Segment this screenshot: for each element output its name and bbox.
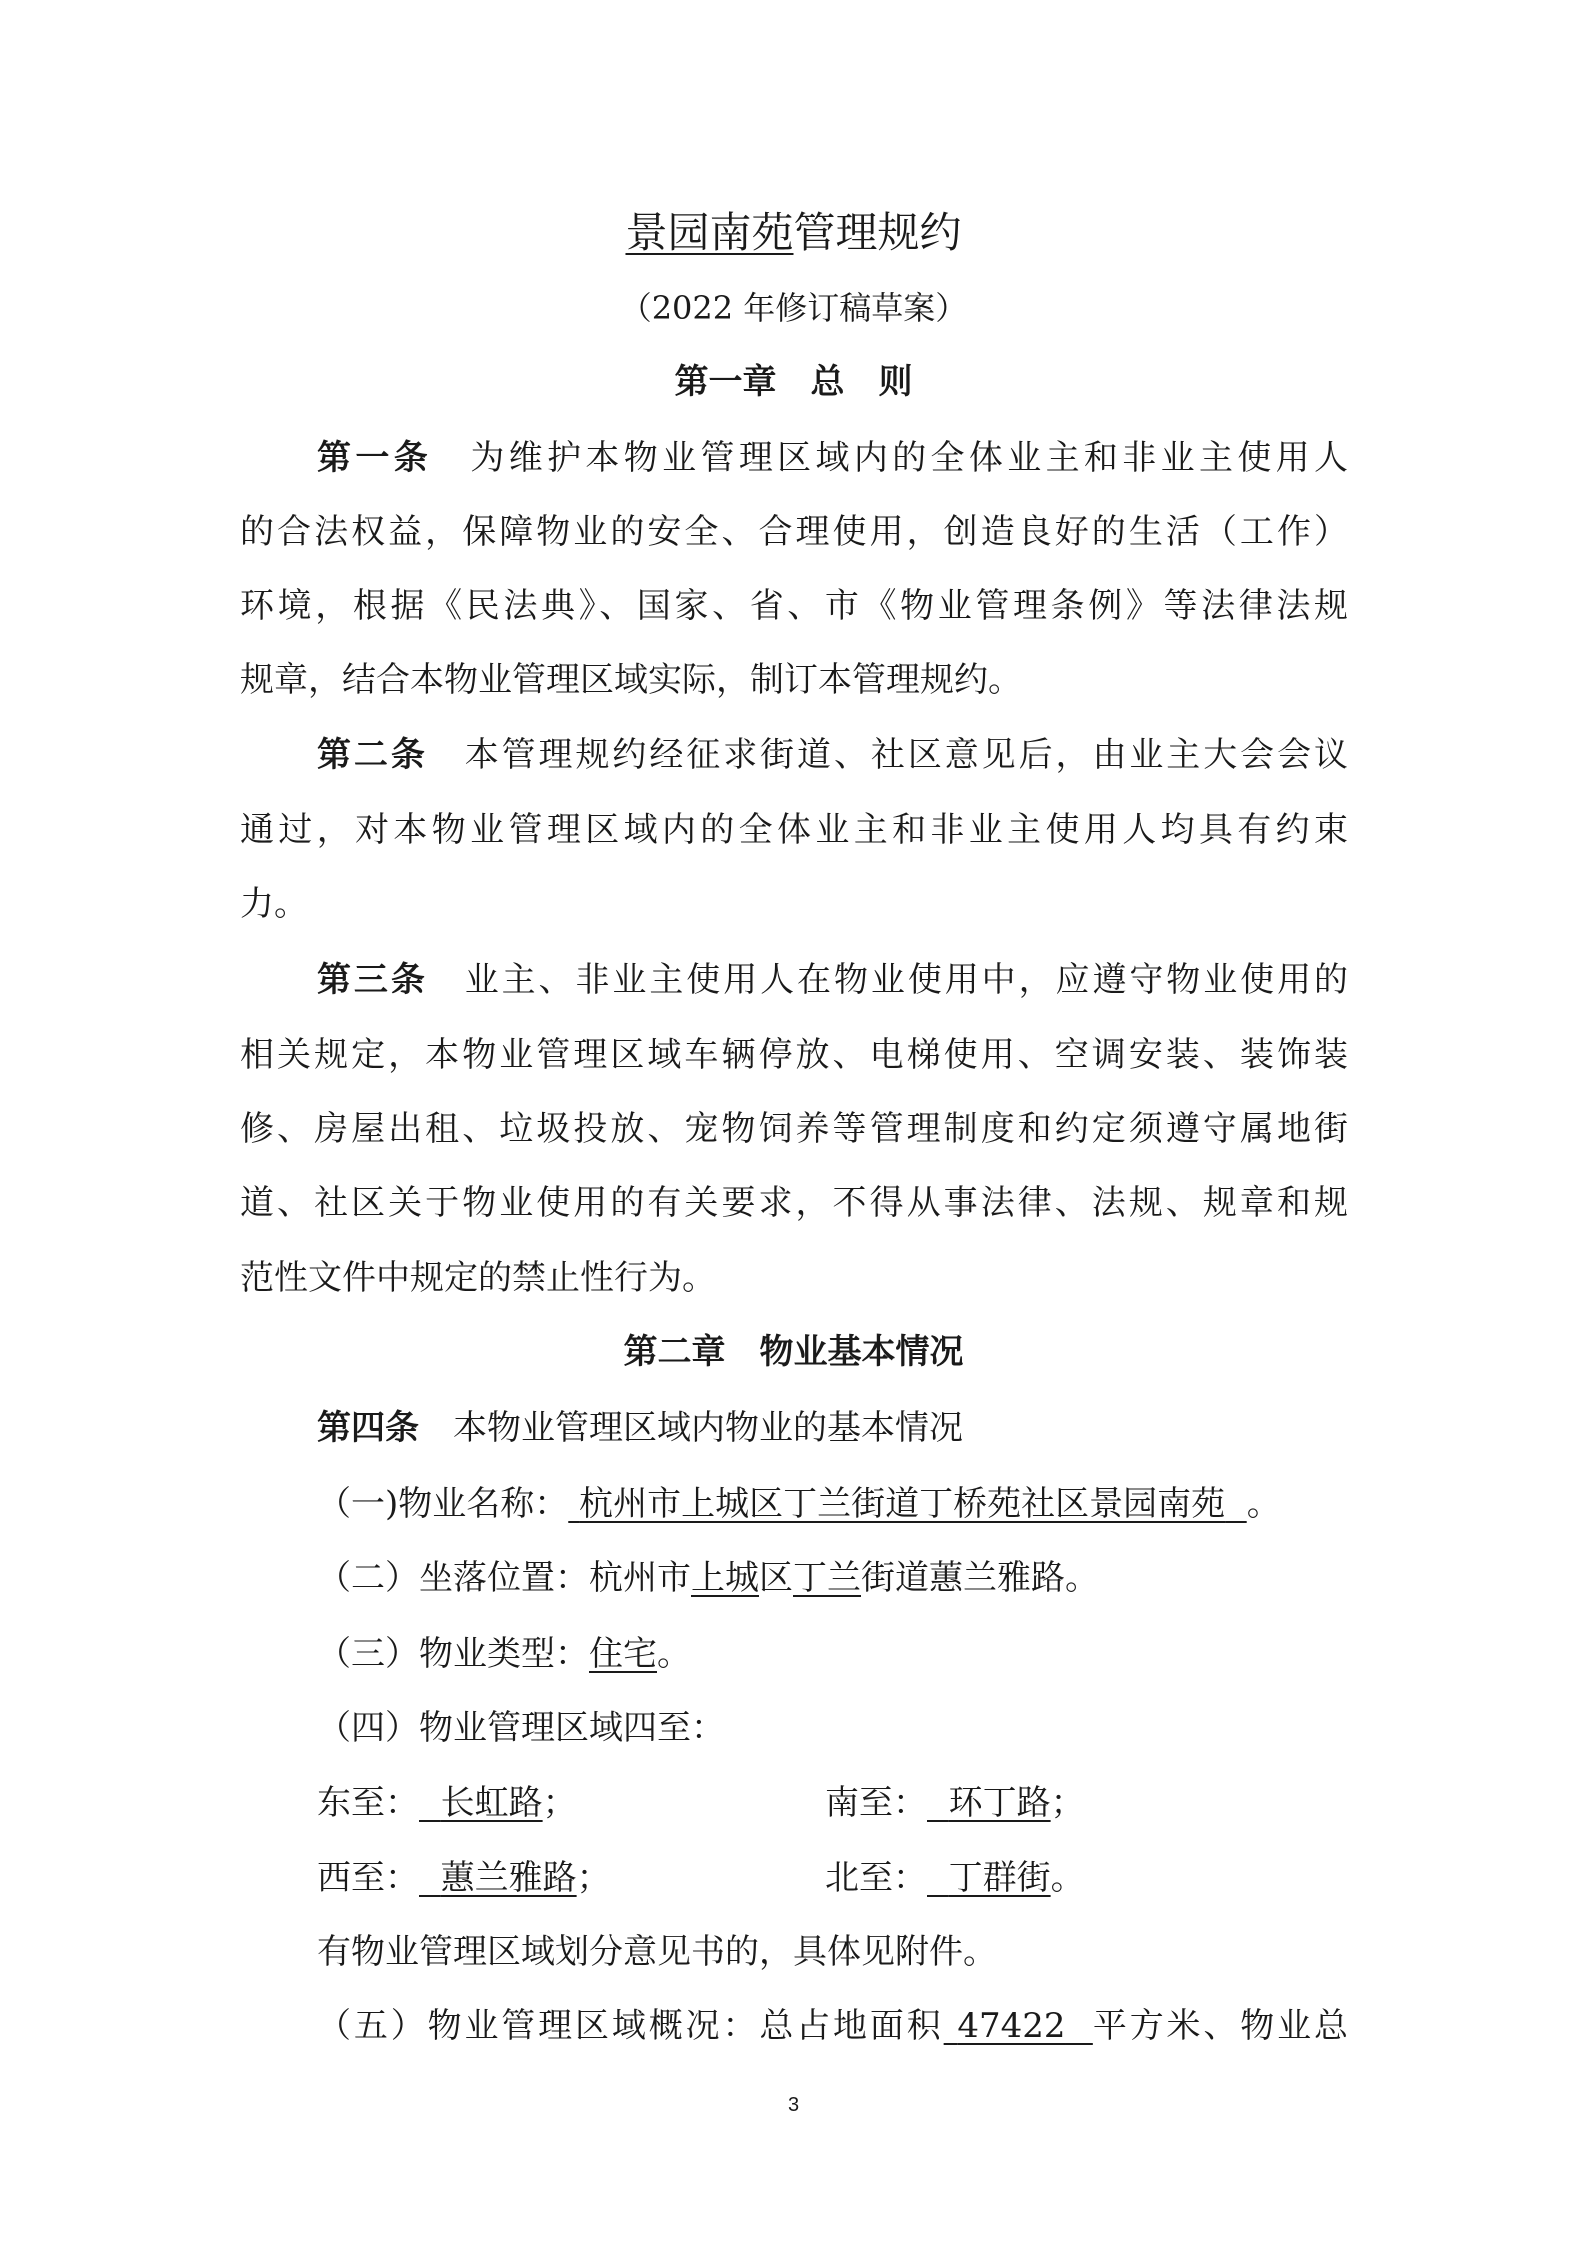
- street-value: 丁兰: [793, 1558, 861, 1598]
- document-subtitle: （2022 年修订稿草案）: [619, 289, 968, 327]
- article2-line1: 第二条 本管理规约经征求街道、社区意见后，由业主大会会议: [317, 735, 1349, 775]
- south-bound: 南至： 环丁路；: [825, 1783, 1085, 1823]
- item1-property-name: （一)物业名称： 杭州市上城区丁兰街道丁桥苑社区景园南苑 。: [317, 1484, 1281, 1524]
- bounds-note: 有物业管理区域划分意见书的，具体见附件。: [317, 1932, 997, 1972]
- east-bound-value: 长虹路: [440, 1783, 543, 1823]
- south-bound-value: 环丁路: [948, 1783, 1051, 1823]
- item2-location: （二）坐落位置：杭州市上城区丁兰街道蕙兰雅路。: [317, 1558, 1099, 1598]
- property-type-value: 住宅: [589, 1634, 657, 1674]
- article2-label: 第二条: [317, 735, 428, 775]
- west-bound-value: 蕙兰雅路: [440, 1858, 577, 1898]
- article2-line2: 通过，对本物业管理区域内的全体业主和非业主使用人均具有约束: [240, 810, 1348, 850]
- article3-line1: 第三条 业主、非业主使用人在物业使用中，应遵守物业使用的: [317, 960, 1349, 1000]
- article1-line2: 的合法权益，保障物业的安全、合理使用，创造良好的生活（工作）: [240, 512, 1348, 552]
- article4-text: 本物业管理区域内物业的基本情况: [453, 1408, 963, 1448]
- title-rest: 管理规约: [793, 208, 962, 257]
- north-bound-value: 丁群街: [948, 1858, 1051, 1898]
- bounds-row-2: 西至： 蕙兰雅路； 北至： 丁群街。: [317, 1858, 1085, 1898]
- page-number: 3: [787, 2094, 800, 2116]
- north-bound: 北至： 丁群街。: [825, 1858, 1085, 1898]
- article3-line2: 相关规定，本物业管理区域车辆停放、电梯使用、空调安装、装饰装: [240, 1035, 1348, 1075]
- article1-label: 第一条: [317, 438, 433, 478]
- article3-line3: 修、房屋出租、垃圾投放、宠物饲养等管理制度和约定须遵守属地街: [240, 1109, 1348, 1149]
- article1-line3: 环境，根据《民法典》、国家、省、市《物业管理条例》等法律法规: [240, 586, 1348, 626]
- chapter1-heading: 第一章 总 则: [674, 362, 913, 402]
- area-value: 47422: [957, 2006, 1066, 2046]
- article3-line5: 范性文件中规定的禁止性行为。: [240, 1258, 716, 1298]
- document-title: [0, 208, 1587, 258]
- chapter2-heading: 第二章 物业基本情况: [623, 1332, 964, 1372]
- district-value: 上城: [691, 1558, 759, 1598]
- article4: [317, 1408, 963, 1448]
- title-community-name: 景园南苑: [625, 208, 794, 257]
- article1-line1: 第一条 为维护本物业管理区域内的全体业主和非业主使用人: [317, 438, 1349, 478]
- article4-label: 第四条: [317, 1408, 419, 1448]
- article1-line4: 规章，结合本物业管理区域实际，制订本管理规约。: [240, 660, 1022, 700]
- bounds-row-1: 东至： 长虹路； 南至： 环丁路；: [317, 1783, 1085, 1823]
- item5-overview: （五）物业管理区域概况：总占地面积 47422 平方米、物业总: [317, 2006, 1348, 2046]
- article2-line3: 力。: [240, 884, 308, 924]
- article3-label: 第三条: [317, 960, 428, 1000]
- item3-type: （三）物业类型：住宅。: [317, 1634, 691, 1674]
- item4-bounds-heading: （四）物业管理区域四至：: [317, 1708, 725, 1748]
- property-name-value: 杭州市上城区丁兰街道丁桥苑社区景园南苑: [579, 1484, 1226, 1524]
- article3-line4: 道、社区关于物业使用的有关要求，不得从事法律、法规、规章和规: [240, 1183, 1348, 1223]
